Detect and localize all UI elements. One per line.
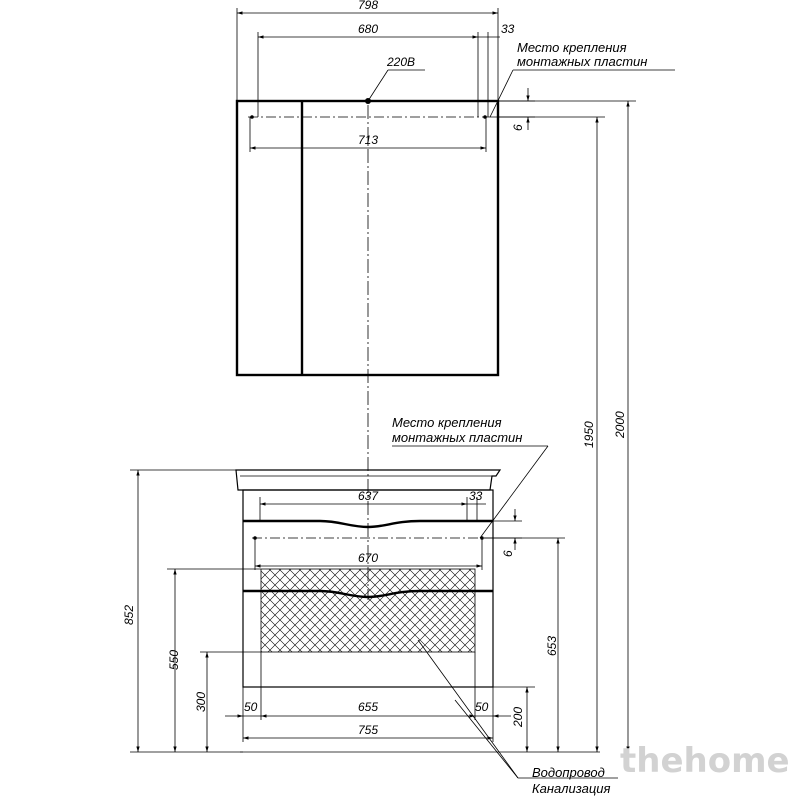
sewer-label: Канализация [532, 781, 611, 796]
dim-6-vanity [484, 509, 522, 557]
dim-550-label: 550 [167, 649, 181, 670]
utility-zone-hatch [261, 569, 475, 652]
dim-755-label: 755 [357, 723, 379, 737]
watermark: thehome [620, 741, 790, 781]
dim-852-label: 852 [122, 604, 136, 625]
dim-6-mirror-label: 6 [511, 124, 525, 131]
dim-755 [243, 723, 493, 738]
dim-670 [255, 538, 482, 570]
dim-550 [167, 569, 261, 752]
mirror-cabinet [237, 55, 498, 375]
dim-653-label: 653 [545, 635, 559, 656]
vanity-mount-label-2: монтажных пластин [392, 430, 523, 445]
dim-1950-label: 1950 [582, 421, 596, 448]
dim-798-label: 798 [357, 0, 379, 12]
dim-200-label: 200 [511, 706, 525, 727]
dim-6-vanity-label: 6 [501, 550, 515, 557]
dim-655-label: 655 [357, 700, 379, 714]
dim-33-vanity-label: 33 [469, 489, 483, 503]
dim-670-label: 670 [357, 551, 379, 565]
mirror-mount-label-2: монтажных пластин [517, 54, 648, 69]
dim-50-right-label: 50 [475, 700, 489, 714]
dim-2000 [498, 101, 636, 752]
dim-637 [260, 489, 486, 521]
dim-33-top-label: 33 [501, 22, 515, 36]
dim-2000-label: 2000 [613, 411, 627, 438]
mirror-mount-callout [490, 40, 675, 117]
dim-852 [122, 470, 243, 752]
dim-713-label: 713 [357, 133, 379, 147]
dim-33-top [478, 22, 515, 117]
dim-637-label: 637 [357, 489, 379, 503]
vanity [236, 470, 600, 752]
vanity-mount-label-1: Место крепления [392, 415, 502, 430]
dim-6-mirror [490, 88, 535, 131]
dim-50-left-label: 50 [244, 700, 258, 714]
power-label: 220В [387, 55, 416, 69]
dim-680-label: 680 [357, 22, 379, 36]
mirror-mount-label-1: Место крепления [517, 40, 627, 55]
water-supply-label: Водопровод [532, 765, 605, 780]
dim-300-label: 300 [194, 691, 208, 712]
vanity-mount-callout [392, 415, 548, 538]
dim-200 [493, 687, 535, 752]
dim-798 [237, 0, 498, 101]
